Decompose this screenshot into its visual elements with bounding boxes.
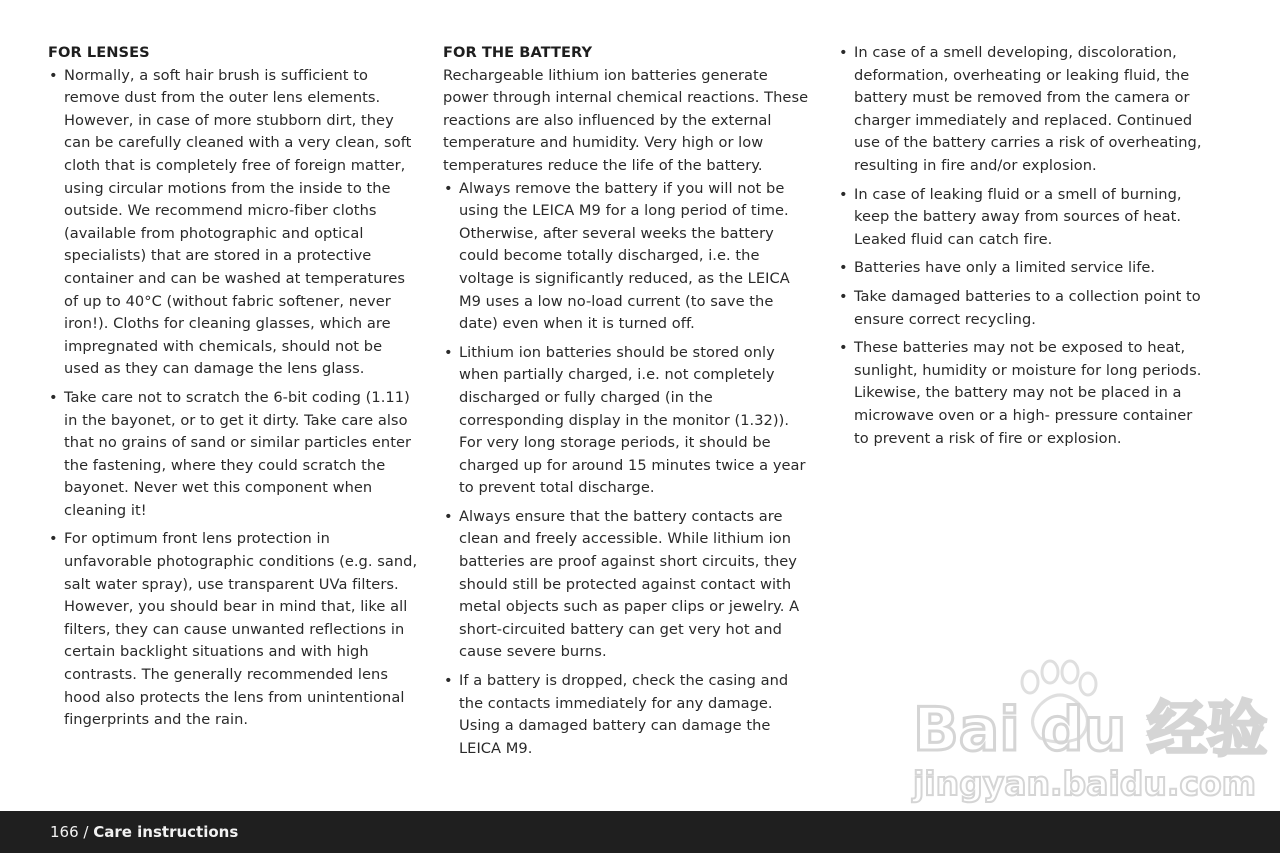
watermark-url: jingyan.baidu.com <box>913 764 1257 803</box>
bullet-icon: • <box>444 507 453 525</box>
bullet-icon: • <box>444 179 453 197</box>
bullet-icon: • <box>839 185 848 203</box>
list-item-text: Normally, a soft hair brush is sufficient to remove dust from the outer lens elements. However, in case of more stubborn dirt, they can be carefully cleaned with a very clean, soft cloth that is completely free of foreign matter, using circular motions from the inside to the outside. We recommend micro-fiber cloths (available from photographic and optical specialists) that are stored in a protective container and can be washed at temperatures of up to 40°C (without fabric softener, never iron!). Cloths for cleaning glasses, which are impregnated with chemicals, should not be used as they can damage the lens glass. <box>64 66 412 378</box>
list-item <box>48 528 420 731</box>
section-heading-battery: FOR THE BATTERY <box>443 44 593 61</box>
list-item <box>838 257 1210 280</box>
list-item <box>443 670 815 760</box>
list-item-text: If a battery is dropped, check the casing and the contacts immediately for any damage. Using a damaged battery can damage the LEICA M9. <box>459 672 789 757</box>
list-item-text: Lithium ion batteries should be stored only when partially charged, i.e. not completely discharged or fully charged (in the corresponding display in the monitor (1.32)). For very long storage periods, it should be charged up for around 15 minutes twice a year to prevent total discharge. <box>459 343 806 497</box>
column-battery <box>443 42 815 766</box>
list-item-text: Batteries have only a limited service life. <box>854 259 1156 277</box>
watermark-logo-text: Bai du 经验 <box>913 695 1268 765</box>
list-item <box>48 65 420 381</box>
section-title: Care instructions <box>93 823 239 841</box>
list-item <box>443 342 815 500</box>
bullet-icon: • <box>49 66 58 84</box>
section-heading-lenses: FOR LENSES <box>48 44 150 61</box>
battery-intro-paragraph: Rechargeable lithium ion batteries generate power through internal chemical reactions. These reactions are also influenced by the external temperature and humidity. Very high or low temperatures reduce the life of the battery. <box>443 66 809 174</box>
list-item <box>838 337 1210 450</box>
bullet-icon: • <box>49 388 58 406</box>
bullet-icon: • <box>839 287 848 305</box>
baidu-watermark-logo <box>905 660 1268 805</box>
list-item <box>48 387 420 523</box>
page-number: 166 <box>50 823 79 841</box>
column-battery-continued <box>838 42 1210 456</box>
list-item-text: For optimum front lens protection in unfavorable photographic conditions (e.g. sand, salt water spray), use transparent UVa filters. However, you should bear in mind that, like all filters, they can cause unwanted reflections in certain backlight situations and with high contrasts. The generally recommended lens hood also protects the lens from unintentional fingerprints and the rain. <box>64 530 418 729</box>
battery-safety-list <box>838 42 1210 450</box>
battery-care-list <box>443 178 815 761</box>
footer-content <box>50 811 238 853</box>
list-item <box>838 286 1210 331</box>
list-item <box>443 506 815 664</box>
bullet-icon: • <box>444 343 453 361</box>
bullet-icon: • <box>839 339 848 357</box>
list-item <box>443 178 815 336</box>
bullet-icon: • <box>839 259 848 277</box>
bullet-icon: • <box>839 44 848 61</box>
list-item-text: Always remove the battery if you will not be using the LEICA M9 for a long period of time. Otherwise, after several weeks the battery could become totally discharged, i.e. the voltage is significantly reduced, as the LEICA M9 uses a low no-load current (to save the date) even when it is turned off. <box>459 179 790 333</box>
list-item-text: Take damaged batteries to a collection point to ensure correct recycling. <box>854 287 1201 328</box>
list-item <box>838 184 1210 252</box>
list-item <box>838 42 1210 178</box>
list-item-text: These batteries may not be exposed to heat, sunlight, humidity or moisture for long periods. Likewise, the battery may not be placed in a microwave oven or a high- pressure container to prevent a risk of fire or explosion. <box>854 339 1202 447</box>
list-item-text: In case of a smell developing, discoloration, deformation, overheating or leaking fluid, the battery must be removed from the camera or charger immediately and replaced. Continued use of the battery carries a risk of overheating, resulting in fire and/or explosion. <box>854 44 1202 174</box>
column-lenses <box>48 42 420 738</box>
list-item-text: In case of leaking fluid or a smell of burning, keep the battery away from sources of heat. Leaked fluid can catch fire. <box>854 185 1182 248</box>
list-item-text: Always ensure that the battery contacts are clean and freely accessible. While lithium ion batteries are proof against short circuits, they should still be protected against contact with metal objects such as paper clips or jewelry. A short-circuited battery can get very hot and cause severe burns. <box>459 507 800 661</box>
footer-separator: / <box>78 823 94 841</box>
bullet-icon: • <box>444 672 453 690</box>
lens-care-list <box>48 65 420 732</box>
bullet-icon: • <box>49 530 58 548</box>
list-item-text: Take care not to scratch the 6-bit coding (1.11) in the bayonet, or to get it dirty. Take care also that no grains of sand or similar particles enter the fastening, where they could scratch the bayonet. Never wet this component when cleaning it! <box>64 388 412 519</box>
page-footer <box>0 811 1280 853</box>
